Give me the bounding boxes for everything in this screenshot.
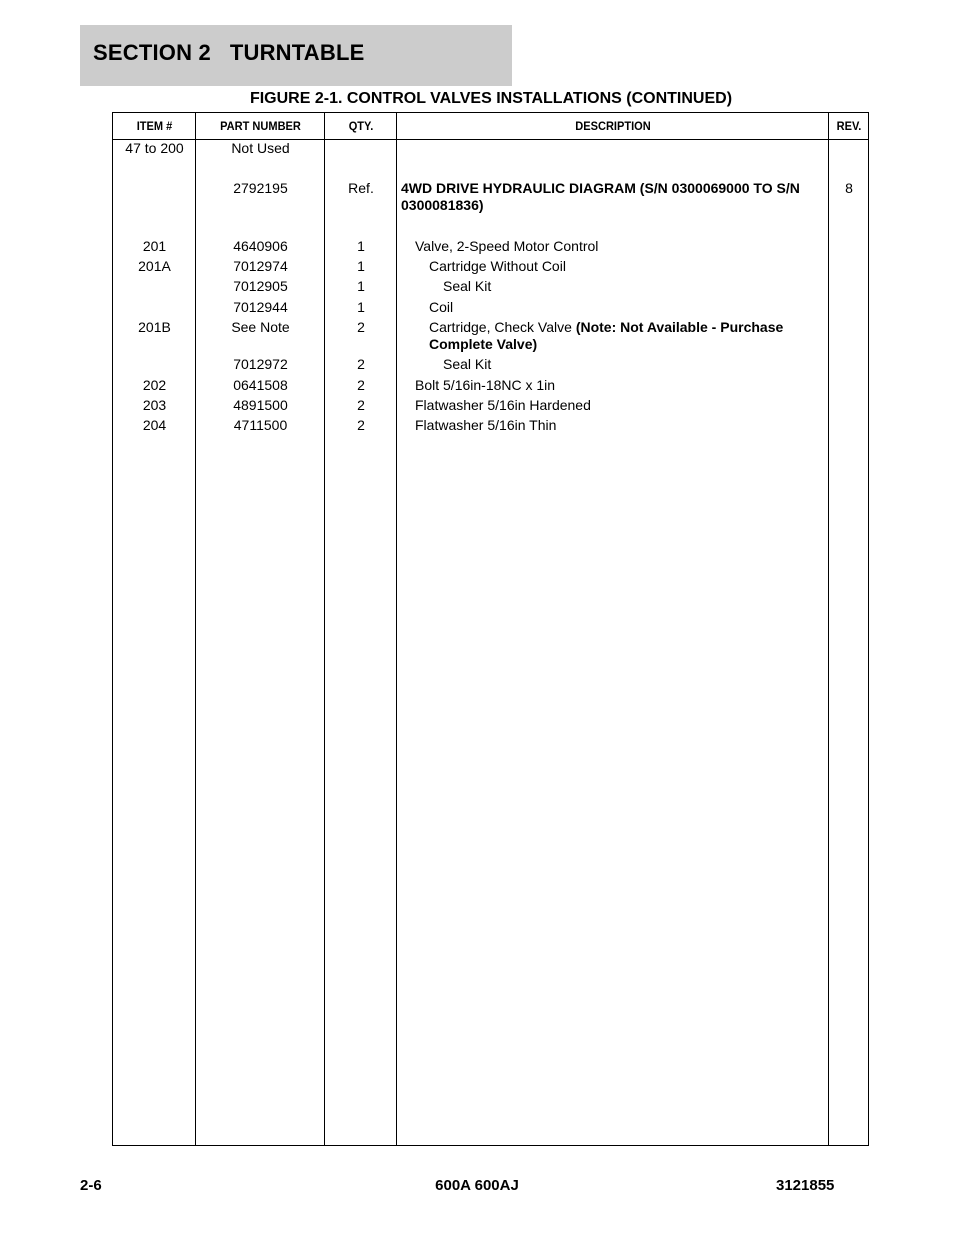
description: Flatwasher 5/16in Hardened xyxy=(415,397,591,413)
item-number: 201B xyxy=(138,319,171,335)
page-number: 2-6 xyxy=(80,1177,102,1194)
header-qty: QTY. xyxy=(348,119,374,133)
quantity: 2 xyxy=(357,319,365,335)
part-number: 7012974 xyxy=(233,258,288,274)
quantity: 2 xyxy=(357,356,365,372)
description: Seal Kit xyxy=(443,278,492,294)
quantity: 2 xyxy=(357,417,365,433)
part-number: 7012905 xyxy=(233,278,288,294)
model-number: 600A 600AJ xyxy=(435,1177,519,1194)
section-title: SECTION 2 TURNTABLE xyxy=(93,40,365,65)
description: Flatwasher 5/16in Thin xyxy=(415,417,557,433)
quantity: 2 xyxy=(357,397,365,413)
item-number: 202 xyxy=(142,377,167,393)
part-number: See Note xyxy=(231,319,290,335)
description: Coil xyxy=(429,299,454,315)
item-number: 204 xyxy=(142,417,167,433)
header-part-number: PART NUMBER xyxy=(220,119,301,133)
part-number: 4891500 xyxy=(233,397,288,413)
quantity: 1 xyxy=(357,258,365,274)
table-header-row xyxy=(113,113,868,140)
item-number: 47 to 200 xyxy=(125,140,184,156)
item-number: 201 xyxy=(142,238,167,254)
item-number: 201A xyxy=(138,258,171,274)
description: Cartridge Without Coil xyxy=(429,258,566,274)
description: Seal Kit xyxy=(443,356,492,372)
description: Valve, 2-Speed Motor Control xyxy=(415,238,599,254)
section-header-bar xyxy=(80,25,512,86)
quantity: 2 xyxy=(357,377,365,393)
part-number: 2792195 xyxy=(233,180,288,196)
header-rev: REV. xyxy=(836,119,862,133)
description-text: Cartridge, Check Valve xyxy=(429,319,576,335)
part-number: 7012972 xyxy=(233,356,288,372)
part-number: 7012944 xyxy=(233,299,288,315)
document-number: 3121855 xyxy=(776,1177,835,1194)
quantity: Ref. xyxy=(348,180,374,196)
part-number: 4640906 xyxy=(233,238,288,254)
item-number: 203 xyxy=(142,397,167,413)
part-number: Not Used xyxy=(231,140,290,156)
figure-title: FIGURE 2-1. CONTROL VALVES INSTALLATIONS (CONTINUED) xyxy=(249,90,733,107)
part-number: 4711500 xyxy=(233,417,288,433)
header-description: DESCRIPTION xyxy=(575,119,651,133)
description-note: (Note: Not Available - Purchase Complete Valve) xyxy=(429,319,784,352)
part-number: 0641508 xyxy=(233,377,288,393)
quantity: 1 xyxy=(357,299,365,315)
description: 4WD DRIVE HYDRAULIC DIAGRAM (S/N 0300069000 TO S/N 0300081836) xyxy=(401,180,800,213)
header-item: ITEM # xyxy=(136,119,173,133)
revision: 8 xyxy=(845,180,853,196)
quantity: 1 xyxy=(357,278,365,294)
parts-table xyxy=(112,112,869,1146)
quantity: 1 xyxy=(357,238,365,254)
description: Bolt 5/16in-18NC x 1in xyxy=(415,377,556,393)
description xyxy=(429,319,804,353)
